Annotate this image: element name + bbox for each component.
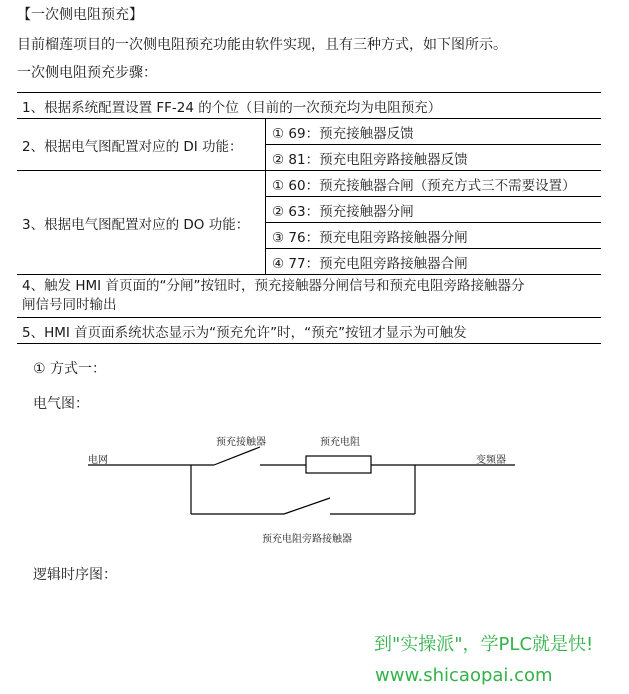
- do-item-63: ② 63：预充接触器分闸: [266, 197, 602, 223]
- step-4-line-1: 4、触发 HMI 首页面的“分闸”按钮时，预充接触器分闸信号和预充电阻旁路接触器分: [22, 278, 525, 294]
- step-3-label: 3、根据电气图配置对应的 DO 功能：: [17, 171, 266, 275]
- intro-text: 目前榴莲项目的一次侧电阻预充功能由软件实现，且有三种方式，如下图所示。: [17, 37, 507, 53]
- precharge-resistor-label: 预充电阻: [320, 437, 360, 448]
- bypass-contactor-label: 预充电阻旁路接触器: [262, 534, 352, 545]
- electrical-diagram-label: 电气图：: [33, 396, 89, 412]
- method-1-label: ① 方式一：: [33, 361, 107, 377]
- do-item-76: ③ 76：预充电阻旁路接触器分闸: [266, 223, 602, 249]
- logic-timing-label: 逻辑时序图：: [33, 567, 117, 583]
- step-4-line-2: 闸信号同时输出: [22, 297, 117, 313]
- di-item-69: ① 69：预充接触器反馈: [266, 119, 602, 145]
- bypass-contactor-switch: [284, 498, 330, 514]
- section-heading: 【一次侧电阻预充】: [17, 7, 143, 23]
- watermark-slogan: 到"实操派"，学PLC就是快!: [374, 634, 594, 655]
- precharge-contactor-label: 预充接触器: [216, 437, 266, 448]
- do-item-77: ④ 77：预充电阻旁路接触器合闸: [266, 249, 602, 275]
- step-1: 1、根据系统配置设置 FF-24 的个位（目前的一次预充均为电阻预充）: [17, 93, 601, 119]
- watermark-url: www.shicaopai.com: [375, 665, 553, 686]
- steps-title: 一次侧电阻预充步骤：: [17, 65, 157, 81]
- di-item-81: ② 81：预充电阻旁路接触器反馈: [266, 145, 602, 171]
- inverter-label: 变频器: [476, 455, 506, 466]
- step-5: 5、HMI 首页面系统状态显示为“预充允许”时，“预充”按钮才显示为可触发: [17, 318, 601, 344]
- do-item-60: ① 60：预充接触器合闸（预充方式三不需要设置）: [266, 171, 602, 197]
- grid-label: 电网: [88, 455, 108, 466]
- step-2-label: 2、根据电气图配置对应的 DI 功能：: [17, 119, 266, 171]
- precharge-resistor-symbol: [306, 456, 371, 473]
- precharge-contactor-switch: [214, 447, 260, 465]
